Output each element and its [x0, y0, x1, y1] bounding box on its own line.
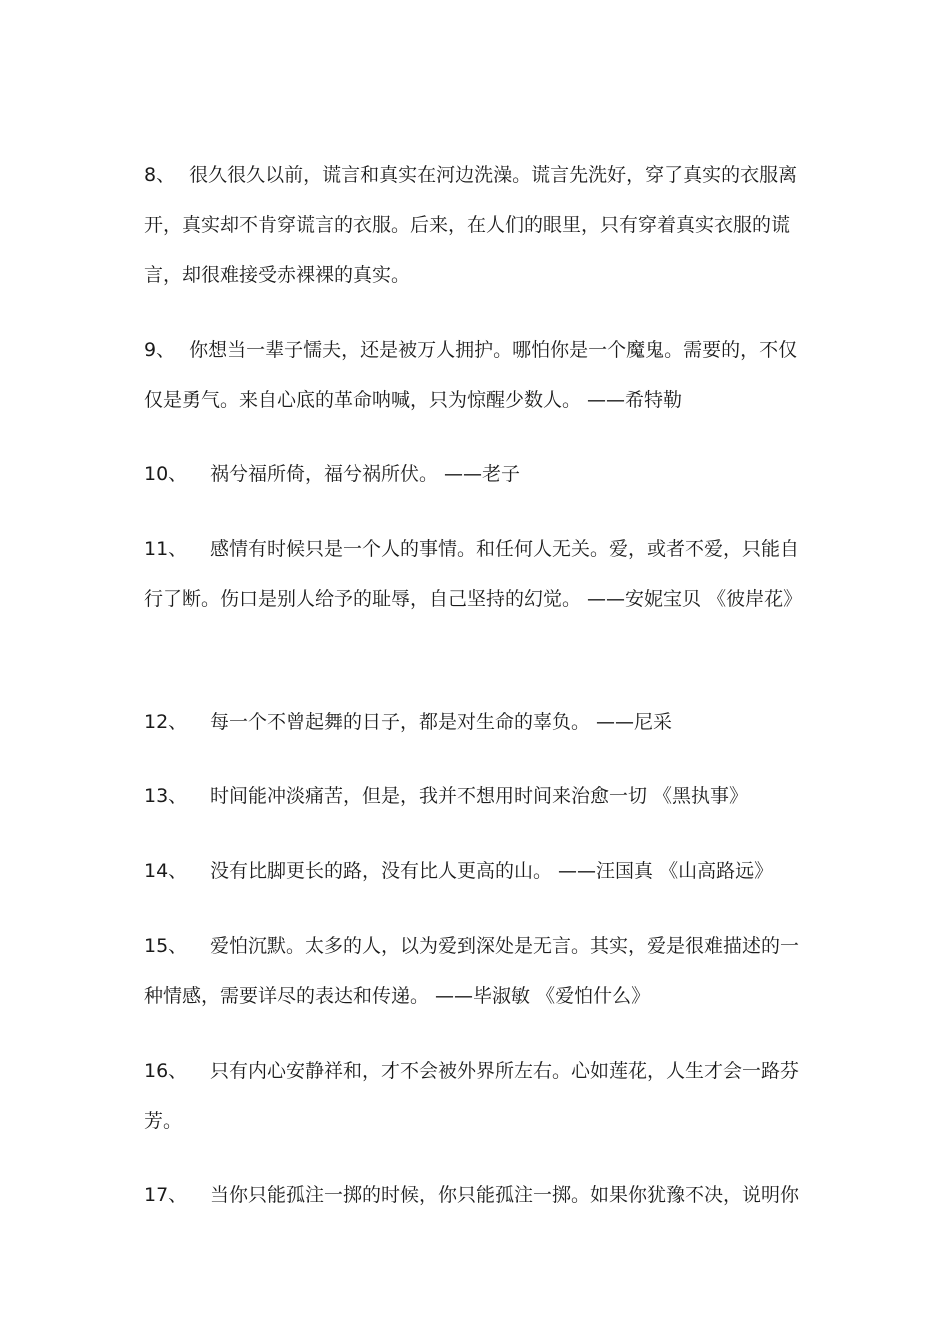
quote-entry-10 — [144, 449, 809, 499]
entry-text: 没有比脚更长的路，没有比人更高的山。 ——汪国真 《山高路远》 — [210, 860, 774, 882]
quote-entry-15 — [144, 921, 809, 1021]
entry-text: 当你只能孤注一掷的时候，你只能孤注一掷。如果你犹豫不决，说明你 — [210, 1184, 800, 1206]
quote-entry-17 — [144, 1170, 809, 1220]
quote-entry-12 — [144, 697, 809, 747]
quote-entry-16 — [144, 1046, 809, 1146]
entry-number: 15、 — [144, 935, 188, 957]
entry-text: 时间能冲淡痛苦，但是，我并不想用时间来治愈一切 《黑执事》 — [210, 785, 749, 807]
entry-number: 11、 — [144, 538, 188, 560]
entry-number: 14、 — [144, 860, 188, 882]
entry-number: 17、 — [144, 1184, 188, 1206]
quote-entry-9 — [144, 325, 809, 425]
entry-number: 10、 — [144, 463, 188, 485]
quote-entry-13 — [144, 771, 809, 821]
entry-text: 很久很久以前，谎言和真实在河边洗澡。谎言先洗好，穿了真实的衣服离开，真实却不肯穿谎言的衣服。后来，在人们的眼里，只有穿着真实衣服的谎言，却很难接受赤裸裸的真实。 — [144, 164, 798, 286]
quote-entry-14 — [144, 846, 809, 896]
entry-text: 祸兮福所倚，福兮祸所伏。 ——老子 — [210, 463, 521, 485]
entry-text: 感情有时候只是一个人的事情。和任何人无关。爱，或者不爱，只能自行了断。伤口是别人给予的耻辱，自己坚持的幻觉。 ——安妮宝贝 《彼岸花》 — [144, 538, 803, 610]
entry-text: 爱怕沉默。太多的人，以为爱到深处是无言。其实，爱是很难描述的一种情感，需要详尽的表达和传递。 ——毕淑敏 《爱怕什么》 — [144, 935, 800, 1007]
entry-number: 12、 — [144, 711, 188, 733]
entry-text: 你想当一辈子懦夫，还是被万人拥护。哪怕你是一个魔鬼。需要的，不仅仅是勇气。来自心底的革命呐喊，只为惊醒少数人。 ——希特勒 — [144, 339, 798, 411]
entry-text: 只有内心安静祥和，才不会被外界所左右。心如莲花，人生才会一路芬芳。 — [144, 1060, 800, 1132]
entry-number: 9、 — [144, 339, 176, 361]
quote-entry-8 — [144, 150, 809, 300]
entry-number: 16、 — [144, 1060, 188, 1082]
quote-entry-11 — [144, 524, 809, 624]
entry-number: 13、 — [144, 785, 188, 807]
entry-text: 每一个不曾起舞的日子，都是对生命的辜负。 ——尼采 — [210, 711, 673, 733]
entry-number: 8、 — [144, 164, 176, 186]
